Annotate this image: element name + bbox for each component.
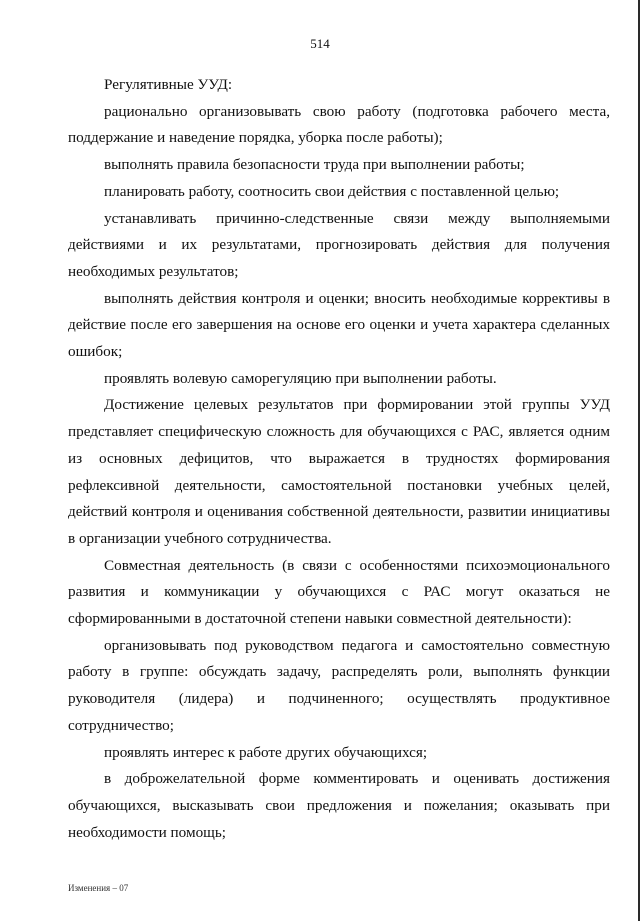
paragraph: проявлять интерес к работе других обучающихся; [104, 743, 428, 761]
footer-revision: Изменения – 07 [68, 883, 129, 893]
paragraph: выполнять правила безопасности труда при выполнении работы; [104, 156, 525, 174]
paragraph: в доброжелательной форме комментировать и оценивать достижения обучающихся, высказывать свои предложения и пожелания; оказывать при необходимости помощь; [68, 770, 610, 841]
document-body [68, 72, 610, 846]
paragraph-heading-regulative: Регулятивные УУД: [104, 76, 233, 93]
paragraph: Совместная деятельность (в связи с особенностями психоэмоционального развития и коммуникации у обучающихся с РАС могут оказаться не сформированными в достаточной степени навыки совместной деятельности): [68, 556, 610, 628]
paragraph: рационально организовывать свою работу (подготовка рабочего места, поддержание и наведение порядка, уборка после работы); [68, 102, 610, 147]
page-number: 514 [310, 36, 330, 51]
paragraph: организовывать под руководством педагога и самостоятельно совместную работу в группе: обсуждать задачу, распределять роли, выполнять функции руководителя (лидера) и подчиненного; осуществлять продуктивное сотрудничество; [68, 636, 610, 734]
paragraph: Достижение целевых результатов при формировании этой группы УУД представляет специфическую сложность для обучающихся с РАС, является одним из основных дефицитов, что выражается в трудностях формирования рефлексивной деятельности, самостоятельной постановки учебных целей, действий контроля и оценивания собственной деятельности, развитии инициативы в организации учебного сотрудничества. [68, 396, 610, 547]
paragraph: устанавливать причинно-следственные связи между выполняемыми действиями и их результатами, прогнозировать действия для получения необходимых результатов; [68, 209, 610, 280]
paragraph: выполнять действия контроля и оценки; вносить необходимые коррективы в действие после его завершения на основе его оценки и учета характера сделанных ошибок; [68, 289, 610, 361]
paragraph: планировать работу, соотносить свои действия с поставленной целью; [104, 182, 560, 200]
paragraph: проявлять волевую саморегуляцию при выполнении работы. [104, 369, 497, 387]
